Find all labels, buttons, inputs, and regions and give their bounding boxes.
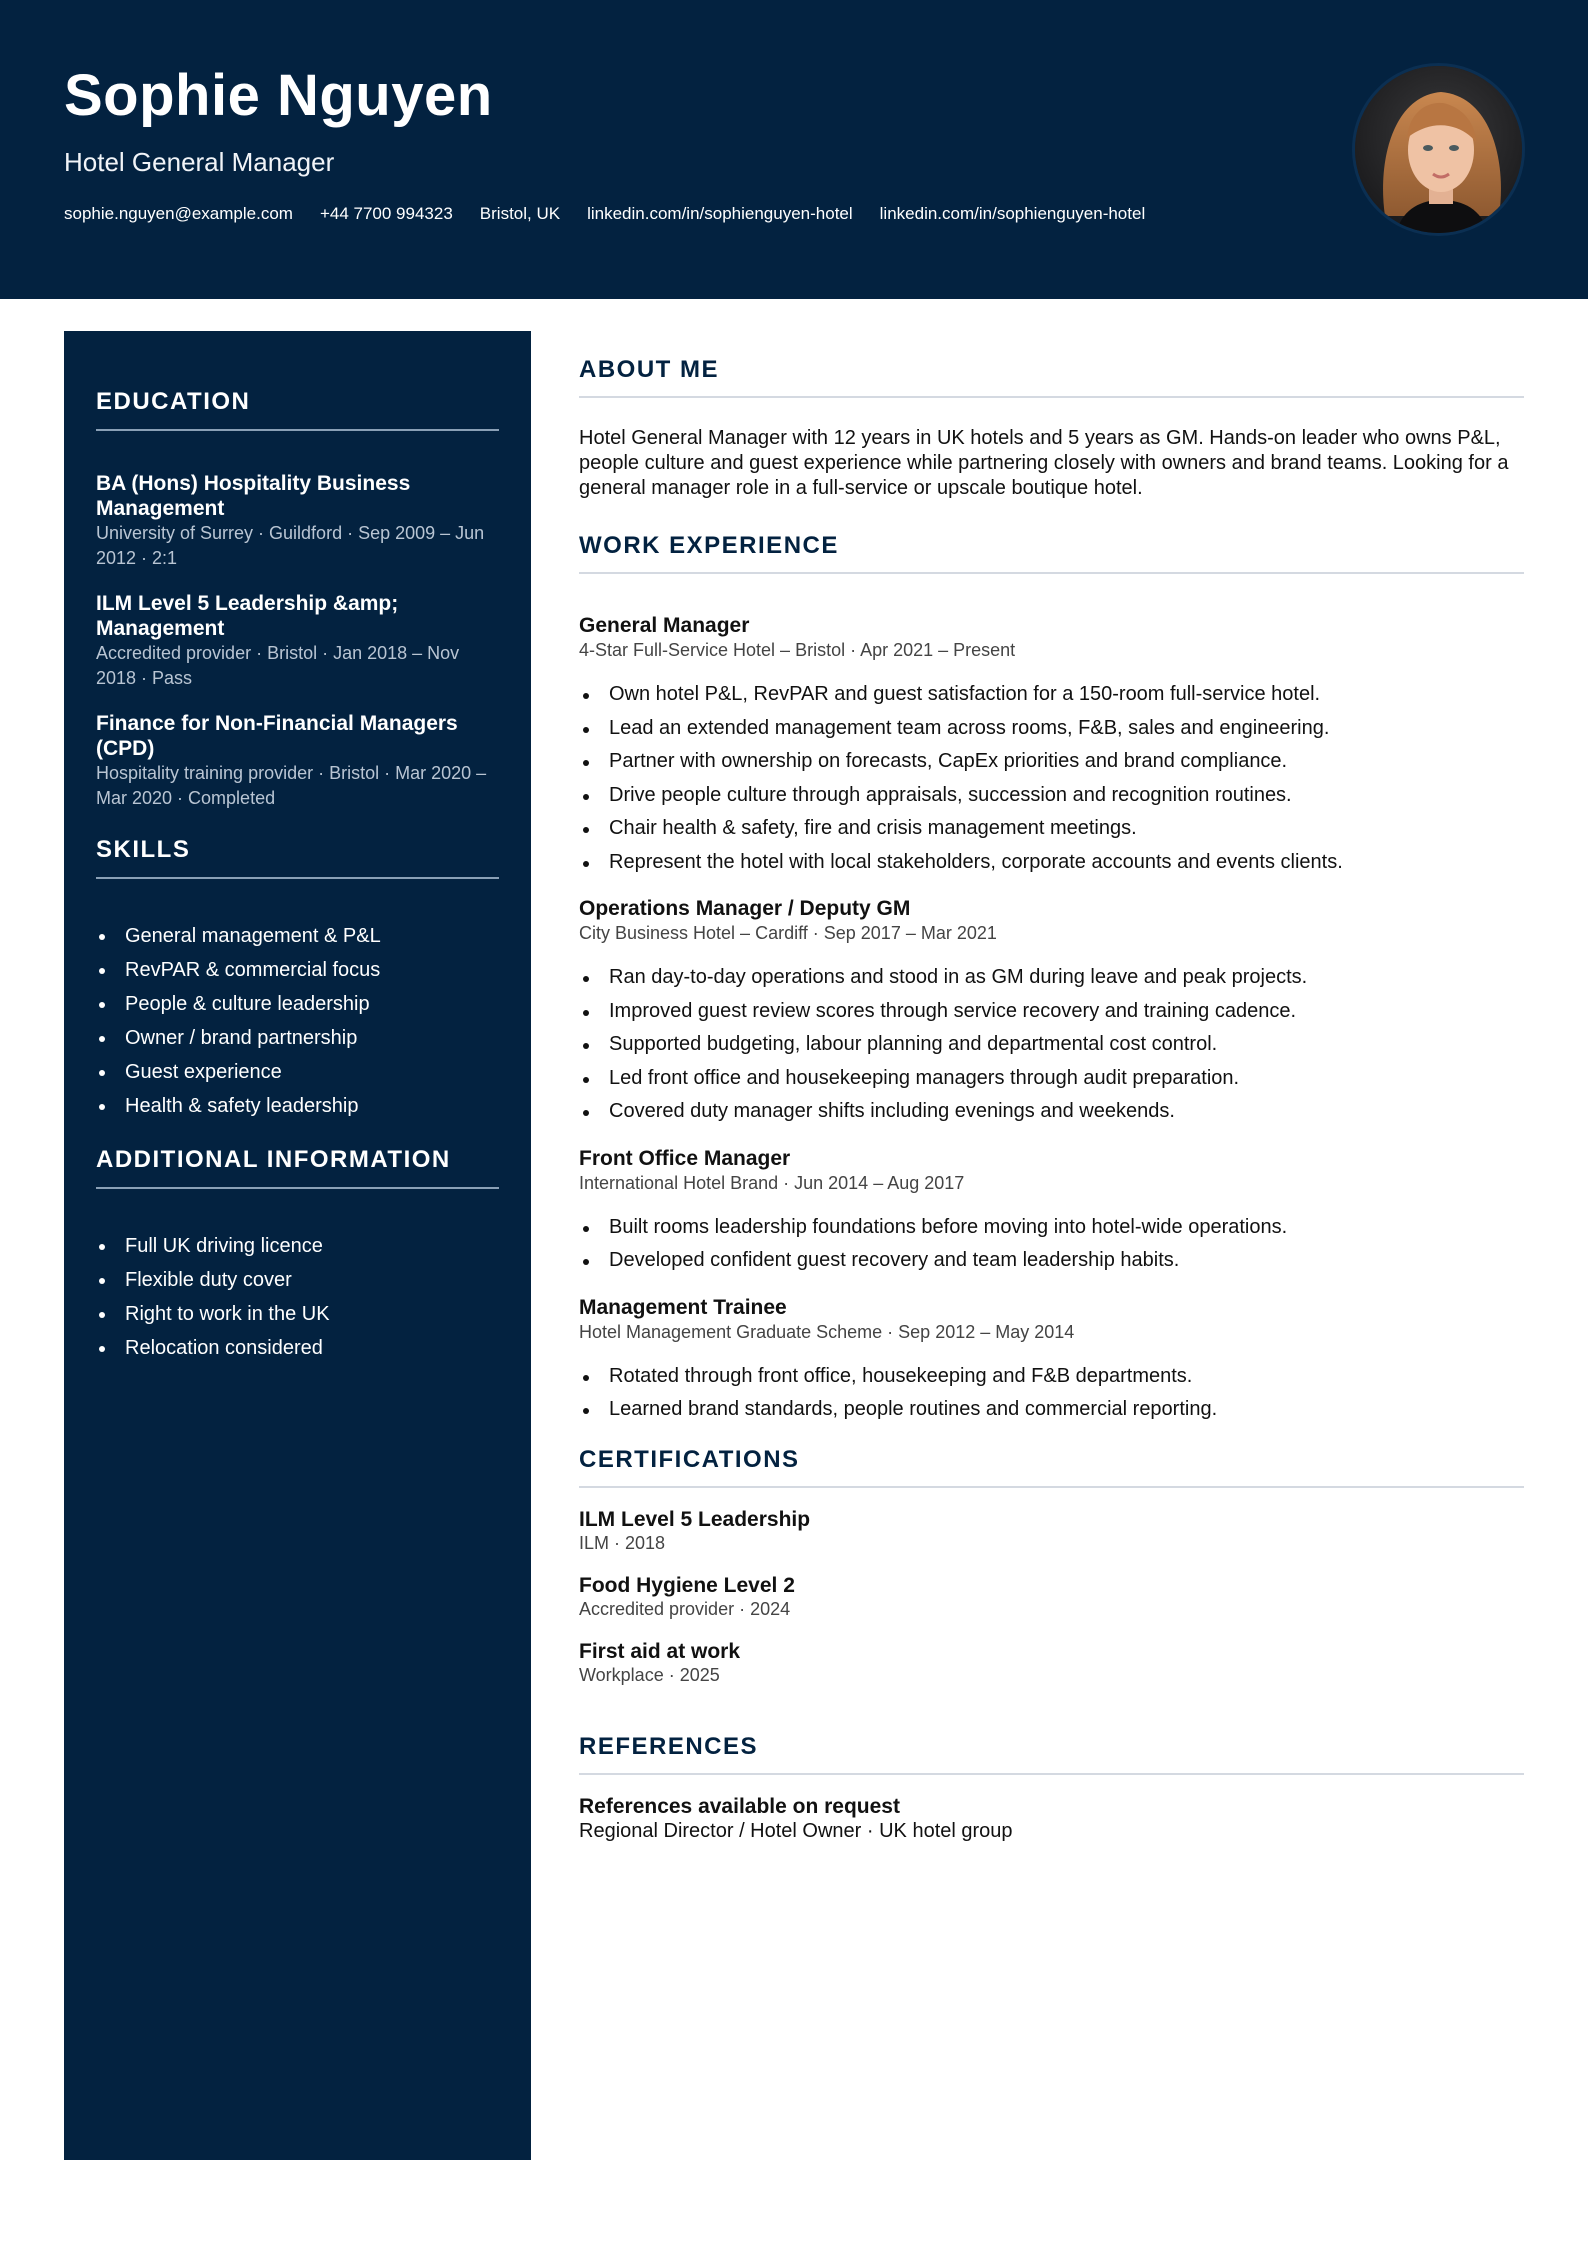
list-item: Covered duty manager shifts including evenings and weekends. [579, 1095, 1524, 1129]
list-item: Chair health & safety, fire and crisis management meetings. [579, 812, 1524, 846]
about-title: ABOUT ME [579, 355, 1524, 398]
job-meta: International Hotel Brand · Jun 2014 – Aug 2017 [579, 1172, 965, 1193]
references-title: REFERENCES [579, 1732, 1524, 1775]
certification-meta: Workplace · 2025 [579, 1664, 720, 1685]
job-meta: City Business Hotel – Cardiff · Sep 2017 – Mar 2021 [579, 923, 997, 943]
list-item: Right to work in the UK [96, 1297, 499, 1331]
additional-info-list [96, 1229, 499, 1365]
contact-linkedin-secondary[interactable]: linkedin.com/in/sophienguyen-hotel [879, 204, 1146, 223]
job-bullets [579, 1211, 1524, 1278]
candidate-role: Hotel General Manager [64, 147, 335, 177]
job-entry [579, 897, 1524, 1129]
education-degree: BA (Hons) Hospitality Business Management [96, 472, 411, 520]
certification-item [579, 1508, 1524, 1554]
job-title: General Manager [579, 614, 750, 637]
list-item: Ran day-to-day operations and stood in as GM during leave and peak projects. [579, 961, 1524, 995]
education-title: EDUCATION [96, 387, 499, 431]
contact-linkedin[interactable]: linkedin.com/in/sophienguyen-hotel [587, 204, 853, 223]
education-item [96, 591, 499, 691]
additional-info-section [96, 1145, 499, 1365]
job-meta: 4-Star Full-Service Hotel – Bristol · Apr 2021 – Present [579, 640, 1016, 660]
certification-meta: Accredited provider · 2024 [579, 1598, 791, 1619]
education-meta: University of Surrey · Guildford · Sep 2009 – Jun 2012 · 2:1 [96, 523, 485, 568]
education-degree: Finance for Non-Financial Managers (CPD) [96, 712, 458, 760]
list-item: Partner with ownership on forecasts, CapEx priorities and brand compliance. [579, 745, 1524, 779]
education-meta: Hospitality training provider · Bristol · Mar 2020 – Mar 2020 · Completed [96, 763, 487, 808]
job-meta: Hotel Management Graduate Scheme · Sep 2012 – May 2014 [579, 1321, 1075, 1342]
skills-section [96, 835, 499, 1123]
avatar-portrait-icon [1355, 66, 1525, 236]
contact-email[interactable]: sophie.nguyen@example.com [64, 204, 293, 223]
references-meta: Regional Director / Hotel Owner · UK hotel group [579, 1819, 1013, 1842]
list-item: Flexible duty cover [96, 1263, 499, 1297]
job-bullets [579, 961, 1524, 1129]
job-bullets [579, 1360, 1524, 1427]
education-section [96, 387, 499, 811]
job-bullets [579, 678, 1524, 879]
education-item [96, 471, 499, 571]
list-item: Represent the hotel with local stakeholders, corporate accounts and events clients. [579, 846, 1524, 880]
certification-item [579, 1640, 1524, 1686]
list-item: Improved guest review scores through service recovery and training cadence. [579, 995, 1524, 1029]
references-heading: References available on request [579, 1794, 900, 1818]
job-title: Operations Manager / Deputy GM [579, 897, 911, 920]
list-item: Full UK driving licence [96, 1229, 499, 1263]
additional-info-title: ADDITIONAL INFORMATION [96, 1145, 499, 1189]
list-item: People & culture leadership [96, 987, 499, 1021]
list-item: Led front office and housekeeping managers through audit preparation. [579, 1062, 1524, 1096]
list-item: Supported budgeting, labour planning and departmental cost control. [579, 1028, 1524, 1062]
certification-title: First aid at work [579, 1639, 741, 1663]
references-section [579, 1732, 1524, 1844]
certification-meta: ILM · 2018 [579, 1532, 666, 1553]
contact-row [64, 203, 1145, 225]
list-item: Owner / brand partnership [96, 1021, 499, 1055]
list-item: Guest experience [96, 1055, 499, 1089]
sidebar [64, 331, 531, 2160]
certifications-title: CERTIFICATIONS [579, 1445, 1524, 1488]
certifications-section [579, 1445, 1524, 1686]
skills-title: SKILLS [96, 835, 499, 879]
candidate-name: Sophie Nguyen [64, 63, 493, 128]
certification-title: Food Hygiene Level 2 [579, 1573, 795, 1597]
job-entry [579, 614, 1524, 879]
education-item [96, 711, 499, 811]
about-section [579, 355, 1524, 501]
resume-header [0, 0, 1588, 299]
job-title: Management Trainee [579, 1295, 787, 1319]
list-item: General management & P&L [96, 919, 499, 953]
job-title: Front Office Manager [579, 1146, 791, 1170]
contact-location: Bristol, UK [479, 204, 561, 223]
list-item: Built rooms leadership foundations before moving into hotel-wide operations. [579, 1211, 1524, 1245]
list-item: Own hotel P&L, RevPAR and guest satisfaction for a 150-room full-service hotel. [579, 678, 1524, 712]
main-content [579, 355, 1524, 1844]
list-item: Drive people culture through appraisals, succession and recognition routines. [579, 779, 1524, 813]
experience-title: WORK EXPERIENCE [579, 531, 1524, 574]
list-item: Lead an extended management team across rooms, F&B, sales and engineering. [579, 712, 1524, 746]
list-item: Learned brand standards, people routines and commercial reporting. [579, 1393, 1524, 1427]
list-item: Health & safety leadership [96, 1089, 499, 1123]
certification-item [579, 1574, 1524, 1620]
about-text: Hotel General Manager with 12 years in UK hotels and 5 years as GM. Hands-on leader who owns P&L, people culture and guest experience while partnering closely with owners and brand teams. Looking for a general manager role in a full-service or upscale boutique hotel. [579, 427, 1509, 499]
contact-phone[interactable]: +44 7700 994323 [319, 204, 453, 223]
experience-section [579, 531, 1524, 1427]
skills-list [96, 919, 499, 1123]
job-entry [579, 1147, 1524, 1278]
certification-title: ILM Level 5 Leadership [579, 1507, 811, 1531]
list-item: Developed confident guest recovery and team leadership habits. [579, 1244, 1524, 1278]
list-item: RevPAR & commercial focus [96, 953, 499, 987]
education-degree: ILM Level 5 Leadership &amp; Management [96, 592, 399, 640]
list-item: Relocation considered [96, 1331, 499, 1365]
job-entry [579, 1296, 1524, 1427]
education-meta: Accredited provider · Bristol · Jan 2018 – Nov 2018 · Pass [96, 643, 460, 688]
list-item: Rotated through front office, housekeeping and F&B departments. [579, 1360, 1524, 1394]
avatar [1352, 63, 1525, 236]
